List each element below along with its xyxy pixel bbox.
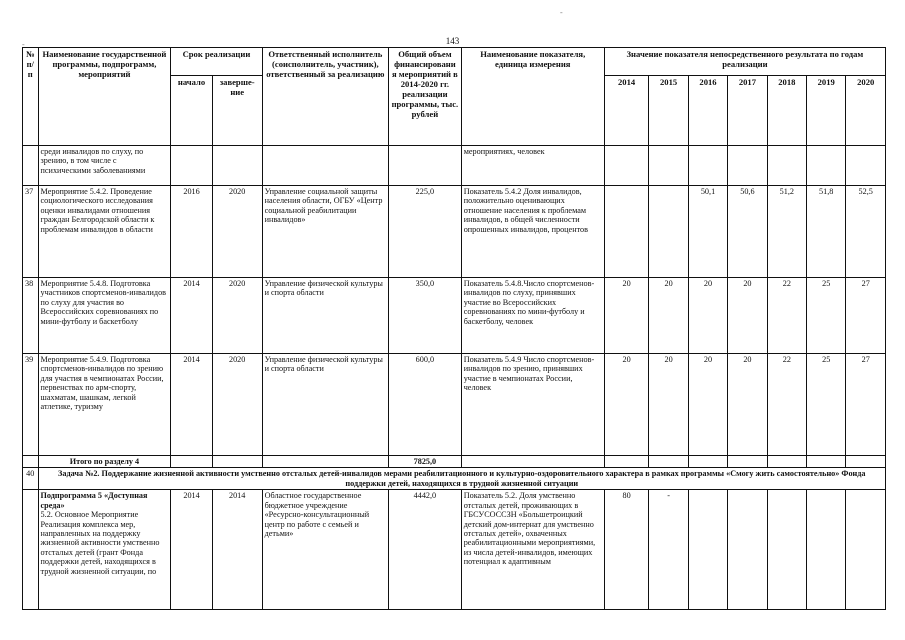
- cell-value: [649, 186, 688, 278]
- table-row: [23, 354, 886, 456]
- cell-value: 50,6: [728, 186, 767, 278]
- cell-value: [767, 490, 806, 610]
- scan-mark: -: [22, 40, 25, 49]
- header-name: Наименование государственной программы, подпрограмм, мероприятий: [38, 48, 171, 146]
- subprogram-title: Подпрограмма 5 «Доступная среда»: [40, 491, 148, 510]
- cell-value: 20: [688, 278, 727, 354]
- cell-value: 51,8: [807, 186, 846, 278]
- cell-responsible: Управление социальной защиты населения области, ОГБУ «Центр социальной реабилитации инвалидов»: [262, 186, 389, 278]
- cell-value: 80: [604, 490, 649, 610]
- cell-end: [212, 146, 262, 186]
- header-values: Значение показателя непосредственного результата по годам реализации: [604, 48, 885, 76]
- cell-start: 2016: [171, 186, 212, 278]
- cell-volume: 4442,0: [389, 490, 462, 610]
- cell-start: [171, 146, 212, 186]
- cell-value: 20: [649, 354, 688, 456]
- cell-volume: 600,0: [389, 354, 462, 456]
- subprogram-description: 5.2. Основное Мероприятие Реализация комплекса мер, направленных на поддержку жизненной активности умственно отсталых детей (грант Фонда поддержки детей, находящихся в трудной жизненной ситуации, по: [40, 510, 160, 576]
- cell-value: 25: [807, 278, 846, 354]
- cell-end: 2020: [212, 186, 262, 278]
- cell-responsible: Управление физической культуры и спорта области: [262, 354, 389, 456]
- cell-value: 51,2: [767, 186, 806, 278]
- cell-value: 27: [846, 278, 886, 354]
- cell-value: 50,1: [688, 186, 727, 278]
- cell-value: [604, 186, 649, 278]
- cell-no: 39: [23, 354, 39, 456]
- subtotal-row: [23, 456, 886, 468]
- task-no: 40: [23, 468, 39, 490]
- cell-volume: [389, 146, 462, 186]
- cell-value: [649, 146, 688, 186]
- cell-value: [846, 146, 886, 186]
- page-number: 143: [445, 36, 460, 46]
- cell-indicator: Показатель 5.2. Доля умственно отсталых детей, проживающих в ГБСУСОССЗН «Большетроицкий детский дом-интернат для умственно отсталых детей», охваченных реабилитационными мероприятиями, из числа детей-инвалидов, имеющих потенциал к адаптивным: [461, 490, 604, 610]
- cell-value: 20: [728, 278, 767, 354]
- cell-start: 2014: [171, 354, 212, 456]
- cell-value: 20: [688, 354, 727, 456]
- cell-name: Мероприятие 5.4.9. Подготовка спортсменов-инвалидов по зрению для участия в чемпионатах России, первенствах по арм-спорту, шахматам, шашкам, легкой атлетике, туризму: [38, 354, 171, 456]
- cell-indicator: Показатель 5.4.9 Число спортсменов-инвалидов по зрению, принявших участие в чемпионатах России, человек: [461, 354, 604, 456]
- table-row: [23, 278, 886, 354]
- cell-value: [728, 490, 767, 610]
- header-year: 2019: [807, 76, 846, 146]
- cell-indicator: Показатель 5.4.2 Доля инвалидов, положительно оценивающих отношение населения к проблемам инвалидов, в общей численности опрошенных инвалидов, процентов: [461, 186, 604, 278]
- cell-value: [846, 490, 886, 610]
- header-year: 2018: [767, 76, 806, 146]
- cell-value: 20: [604, 354, 649, 456]
- cell-value: [604, 146, 649, 186]
- cell-value: [807, 490, 846, 610]
- subtotal-label: Итого по разделу 4: [38, 456, 171, 468]
- cell-value: 27: [846, 354, 886, 456]
- cell-no: 37: [23, 186, 39, 278]
- cell-value: 20: [604, 278, 649, 354]
- cell-responsible: [262, 146, 389, 186]
- cell-volume: 225,0: [389, 186, 462, 278]
- cell-end: 2020: [212, 354, 262, 456]
- cell-value: [807, 146, 846, 186]
- cell-end: 2014: [212, 490, 262, 610]
- scan-mark: -: [560, 8, 563, 17]
- cell-end: 2020: [212, 278, 262, 354]
- cell-value: -: [649, 490, 688, 610]
- header-term: Срок реализации: [171, 48, 262, 76]
- header-indicator: Наименование показателя, единица измерения: [461, 48, 604, 146]
- cell-responsible: Областное государственное бюджетное учреждение «Ресурсно-консультационный центр по работе с семьей и детьми»: [262, 490, 389, 610]
- header-start: начало: [171, 76, 212, 146]
- cell-value: 52,5: [846, 186, 886, 278]
- cell-value: 25: [807, 354, 846, 456]
- cell-value: [688, 490, 727, 610]
- table-row: [23, 146, 886, 186]
- header-year: 2016: [688, 76, 727, 146]
- cell-value: 20: [728, 354, 767, 456]
- header-year: 2015: [649, 76, 688, 146]
- subtotal-volume: 7825,0: [389, 456, 462, 468]
- cell-name: Мероприятие 5.4.8. Подготовка участников спортсменов-инвалидов по слуху для участия во Всероссийских соревнованиях по мини-футболу и баскетболу: [38, 278, 171, 354]
- cell-indicator: Показатель 5.4.8.Число спортсменов-инвалидов по слуху, принявших участие во Всероссийских соревнованиях по мини-футболу и баскетболу, человек: [461, 278, 604, 354]
- header-year: 2014: [604, 76, 649, 146]
- cell-start: 2014: [171, 490, 212, 610]
- task-row: [23, 468, 886, 490]
- table-row: [23, 186, 886, 278]
- cell-name: среди инвалидов по слуху, по зрению, в том числе с психическими заболеваниями: [38, 146, 171, 186]
- cell-value: [767, 146, 806, 186]
- header-responsible: Ответственный исполнитель (соисполнитель, участник), ответственный за реализацию: [262, 48, 389, 146]
- indicators-table: [22, 47, 886, 610]
- header-volume: Общий объем финансировани я мероприятий в 2014-2020 гг. реализации программы, тыс. рублей: [389, 48, 462, 146]
- cell-volume: 350,0: [389, 278, 462, 354]
- cell-value: [688, 146, 727, 186]
- header-no: № п/п: [23, 48, 39, 146]
- cell-indicator: мероприятиях, человек: [461, 146, 604, 186]
- cell-value: 22: [767, 278, 806, 354]
- cell-start: 2014: [171, 278, 212, 354]
- cell-value: [728, 146, 767, 186]
- cell-no: 38: [23, 278, 39, 354]
- cell-value: 20: [649, 278, 688, 354]
- table-row: [23, 490, 886, 610]
- task-text: Задача №2. Поддержание жизненной активности умственно отсталых детей-инвалидов мерами реабилитационного и культурно-оздоровительного характера в рамках программы «Смогу жить самостоятельно» Фонда поддержки детей, находящихся в трудной жизненной ситуации: [38, 468, 885, 490]
- header-year: 2020: [846, 76, 886, 146]
- cell-responsible: Управление физической культуры и спорта области: [262, 278, 389, 354]
- cell-name: Мероприятие 5.4.2. Проведение социологического исследования оценки инвалидами отношения граждан Белгородской области к проблемам инвалидов в области: [38, 186, 171, 278]
- cell-name: [38, 490, 171, 610]
- header-end: заверше-ние: [212, 76, 262, 146]
- cell-no: [23, 146, 39, 186]
- cell-value: 22: [767, 354, 806, 456]
- header-year: 2017: [728, 76, 767, 146]
